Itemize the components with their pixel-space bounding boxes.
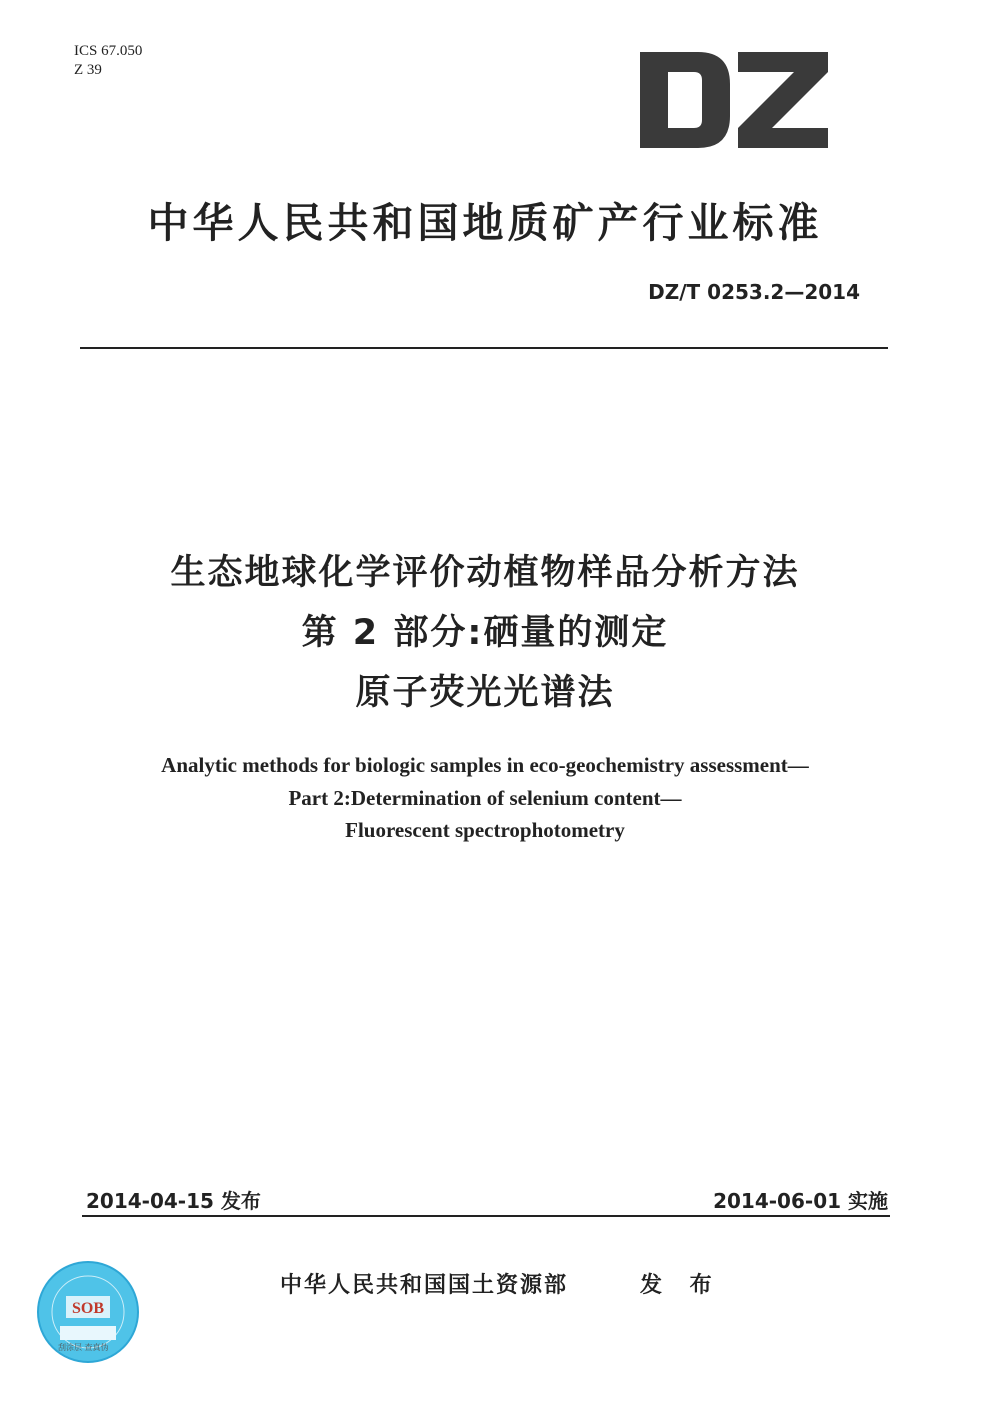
footer-divider	[82, 1215, 890, 1217]
issuing-authority: 中华人民共和国国土资源部	[280, 1273, 569, 1298]
title-cn-line-2: 第 2 部分:硒量的测定	[301, 613, 669, 653]
header-divider	[80, 347, 888, 349]
ics-code: ICS 67.050	[74, 43, 143, 59]
title-en-line-3: Fluorescent spectrophotometry	[345, 818, 625, 842]
category-code: Z 39	[74, 62, 102, 78]
dz-logo	[638, 50, 830, 150]
organization-title: 中华人民共和国地质矿产行业标准	[147, 199, 823, 247]
issue-label: 发 布	[640, 1273, 722, 1298]
title-cn-line-1: 生态地球化学评价动植物样品分析方法	[170, 553, 800, 593]
issue-date: 2014-04-15 发布	[86, 1189, 261, 1213]
title-en-line-1: Analytic methods for biologic samples in eco-geochemistry assessment—	[161, 753, 809, 777]
seal-caption: 刮涂层 查真伪	[58, 1343, 109, 1352]
classification-codes	[74, 42, 142, 80]
title-cn-line-3: 原子荧光光谱法	[355, 673, 615, 713]
svg-text:SOB: SOB	[71, 1300, 105, 1317]
standard-number: DZ/T 0253.2—2014	[648, 280, 860, 304]
title-en-line-2: Part 2:Determination of selenium content—	[288, 786, 682, 810]
implement-date: 2014-06-01 实施	[713, 1189, 888, 1213]
